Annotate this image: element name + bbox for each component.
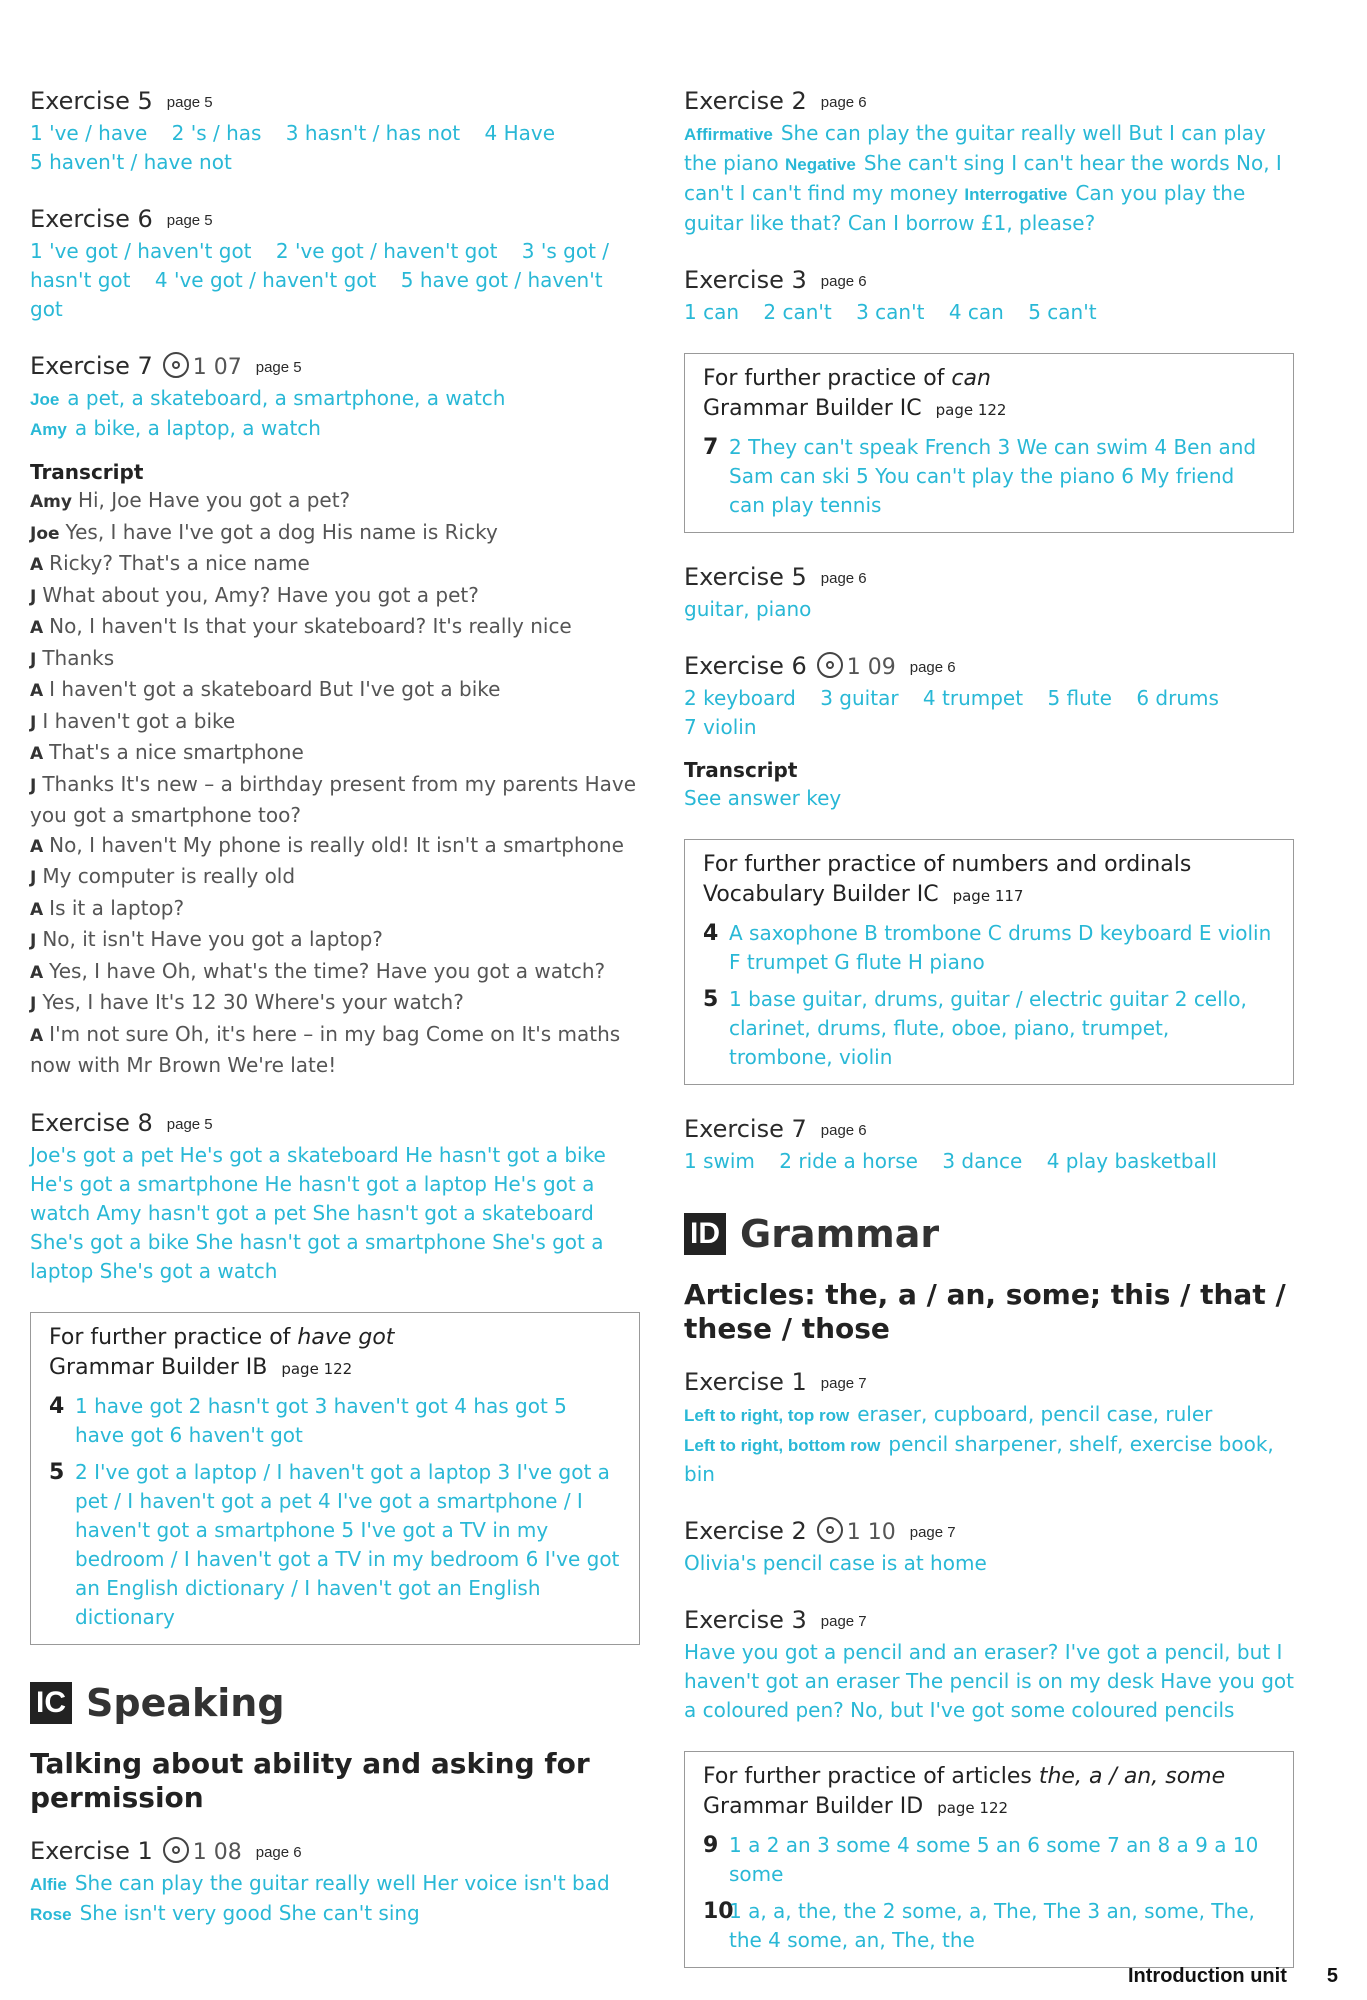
exercise-5-right [684,561,1294,624]
answer-label: Rose [30,1904,72,1924]
answer-item: 1 swim [684,1149,755,1173]
answer-text: pencil sharpener, shelf, exercise book, bin [684,1432,1274,1486]
exercise-title: Exercise 6 [30,205,153,233]
section-header-speaking [30,1681,640,1725]
answer-item: 7 violin [684,715,757,739]
further-practice-box-articles [684,1751,1294,1968]
speaker: A [30,744,44,764]
answer-label: Negative [784,155,856,174]
section-subtitle: Articles: the, a / an, some; this / that / these / those [684,1278,1286,1345]
box-title: For further practice of [703,366,952,391]
exercise-6-right [684,650,1294,813]
line-text: Yes, I have Oh, what's the time? Have you got a watch? [49,958,606,983]
speaker: J [30,775,37,796]
box-title-emphasis: the, a / an, some [1038,1764,1226,1789]
exercise-6-left [30,203,640,324]
answer-text: eraser, cupboard, pencil case, ruler [857,1402,1213,1426]
exercise-8-left [30,1107,640,1286]
task-answers: 1 base guitar, drums, guitar / electric guitar 2 cello, clarinet, drums, flute, oboe, piano, trumpet, trombone, violin [729,987,1247,1069]
page-ref: page 7 [820,1613,867,1630]
answer-item: 4 play basketball [1046,1149,1217,1173]
section-header-grammar [684,1212,1294,1256]
answers [684,119,1294,238]
task-number: 5 [49,1459,65,1485]
task-number: 10 [703,1899,734,1924]
speaker: A [30,618,44,638]
answers [30,1869,640,1929]
section-badge: IC [30,1682,72,1724]
answer-text: Olivia's pencil case is at home [684,1551,987,1575]
audio-cd-icon [163,352,189,378]
transcript-line [30,675,640,707]
transcript-line [30,988,640,1020]
speaker: A [30,836,44,857]
exercise-title: Exercise 3 [684,1606,807,1634]
answer-text: a pet, a skateboard, a smartphone, a watch [67,386,506,410]
further-practice-box-have-got [30,1312,640,1645]
answer-label: Interrogative [964,185,1068,204]
grammar-exercise-2 [684,1515,1294,1578]
exercise-5-left [30,85,640,177]
speaker: J [30,931,37,951]
page-ref: page 5 [255,359,302,376]
speaker: Joe [30,523,60,544]
page-footer [1128,1965,1338,1988]
transcript-line [30,925,640,957]
page-ref: page 6 [820,94,867,111]
transcript-line [30,957,640,989]
page-ref: page 7 [820,1375,867,1392]
answer-text: She can play the guitar really well Her voice isn't bad [74,1870,610,1895]
task-number: 5 [703,987,719,1012]
speaker: A [30,899,44,920]
transcript-line [30,486,640,518]
speaker: A [30,962,44,983]
answer-label: Alfie [30,1874,67,1894]
box-subtitle: Grammar Builder ID [703,1794,924,1819]
transcript [30,486,640,1081]
answer-item: 4 trumpet [922,686,1024,710]
answer-item: 5 haven't / have not [30,150,232,174]
line-text: I haven't got a skateboard But I've got a bike [49,677,501,701]
answer-item: 4 can [948,300,1004,324]
task-answers: 1 have got 2 hasn't got 3 haven't got 4 has got 5 have got 6 haven't got [75,1393,567,1447]
exercise-1-speaking [30,1835,640,1929]
answer-text: She can play the guitar really well But I can play the piano [684,121,1266,175]
box-subtitle: Grammar Builder IC [703,396,922,421]
task-number: 4 [703,921,719,946]
answer-item: 1 can [684,300,740,324]
answer-item: 5 can't [1028,300,1097,324]
task-number: 9 [703,1833,719,1858]
answer-item: 5 flute [1047,686,1112,710]
transcript-line [30,518,640,550]
audio-cd-icon [817,1517,843,1543]
line-text: What about you, Amy? Have you got a pet? [42,582,479,607]
answer-label: Left to right, top row [684,1406,850,1425]
exercise-title: Exercise 1 [684,1368,807,1396]
section-subtitle: Talking about ability and asking for permission [30,1746,590,1814]
audio-cd-icon [163,1837,189,1863]
line-text: No, it isn't Have you got a laptop? [42,927,383,951]
task-answers: 1 a, a, the, the 2 some, a, The, The 3 an, some, The, the 4 some, an, The, the [729,1899,1255,1952]
speaker: A [30,681,44,701]
exercise-title: Exercise 1 [30,1836,153,1865]
exercise-title: Exercise 8 [30,1108,153,1137]
answer-text: She can't sing I can't hear the words No, I can't I can't find my money [684,151,1282,205]
page-ref: page 6 [255,1843,302,1861]
line-text: Is it a laptop? [49,895,185,920]
exercise-3-right [684,264,1294,327]
task-number: 4 [49,1393,65,1419]
audio-track: 1 07 [192,355,242,380]
grammar-exercise-1 [684,1366,1294,1489]
line-text: That's a nice smartphone [49,740,304,764]
answer-text: Have you got a pencil and an eraser? I've got a pencil, but I haven't got an eraser The pencil is on my desk Have you got a coloured pen? No, but I've got some coloured pencils [684,1640,1294,1722]
exercise-title: Exercise 2 [684,1517,807,1545]
answer-item: 5 have got / haven't got [30,268,603,321]
page-ref: page 7 [909,1524,956,1541]
answers [30,119,640,177]
page-ref: page 5 [166,94,213,111]
page-number: 5 [1326,1965,1338,1987]
transcript-line [30,1020,640,1081]
exercise-title: Exercise 5 [30,87,153,115]
section-title: Speaking [86,1680,285,1725]
answers [684,1147,1294,1176]
box-title-emphasis: have got [297,1324,395,1350]
transcript-line [30,894,640,926]
transcript-line [30,770,640,831]
transcript-line [30,707,640,739]
transcript-line [30,738,640,770]
speaker: J [30,994,37,1014]
exercise-2-right [684,85,1294,238]
unit-title: Introduction unit [1128,1965,1287,1987]
answer-text: a bike, a laptop, a watch [74,416,321,440]
box-title-emphasis: can [951,366,991,391]
answer-item: 6 drums [1136,686,1219,710]
line-text: My computer is really old [42,864,296,888]
line-text: No, I haven't Is that your skateboard? It's really nice [49,614,572,638]
answer-text: Can you play the guitar like that? Can I borrow £1, please? [684,181,1246,235]
task-number: 7 [703,435,719,460]
box-subtitle: Grammar Builder IB [49,1354,268,1380]
further-practice-box-can [684,353,1294,533]
speaker: A [30,555,44,575]
answer-item: 2 've got / haven't got [275,239,498,263]
transcript-heading: Transcript [684,758,798,782]
answer-item: 2 keyboard [684,686,796,710]
answer-item: 4 've got / haven't got [154,268,377,292]
page-ref: page 122 [935,401,1007,419]
answer-label: Left to right, bottom row [684,1436,881,1455]
transcript-line [30,581,640,613]
exercise-title: Exercise 6 [684,652,807,680]
speaker: J [30,649,37,670]
answer-item: 3 hasn't / has not [285,121,461,145]
page-ref: page 6 [820,570,867,587]
exercise-7-right [684,1113,1294,1176]
audio-track: 1 09 [846,655,896,680]
box-subtitle: Vocabulary Builder IC [703,882,939,907]
audio-cd-icon [817,652,843,678]
page-ref: page 122 [937,1799,1009,1817]
transcript-line [30,831,640,863]
answer-text: She isn't very good She can't sing [79,1900,420,1925]
task-answers: 2 They can't speak French 3 We can swim 4 Ben and Sam can ski 5 You can't play the piano 6 My friend can play tennis [729,435,1257,517]
line-text: I haven't got a bike [42,708,236,733]
answer-text: Joe's got a pet He's got a skateboard He hasn't got a bike He's got a smartphone He hasn't got a laptop He's got a watch Amy hasn't got a pet She hasn't got a skateboard She's got a bike She hasn't got a smartphone She's got a laptop She's got a watch [30,1142,606,1283]
answer-item: 2 can't [763,300,832,324]
line-text: Ricky? That's a nice name [49,551,310,575]
transcript-text: See answer key [684,786,842,810]
page-ref: page 117 [952,887,1024,905]
transcript-line [30,644,640,676]
speaker: A [30,1025,44,1046]
answer-label: Joe [30,390,60,409]
audio-track: 1 10 [846,1520,896,1545]
exercise-title: Exercise 2 [684,87,807,115]
line-text: Thanks [42,645,115,670]
speaker: J [30,712,37,733]
line-text: Hi, Joe Have you got a pet? [77,488,351,512]
answer-item: 3 's got / hasn't got [30,239,610,292]
exercise-7-left [30,350,640,1081]
exercise-title: Exercise 5 [684,563,807,591]
task-answers: 2 I've got a laptop / I haven't got a laptop 3 I've got a pet / I haven't got a pet 4 I've got a smartphone / I haven't got a smartphone 5 I've got a TV in my bedroom / I haven't got a TV in my bedroom 6 I've got an English dictionary / I haven't got an English dictionary [75,1459,620,1629]
section-title: Grammar [740,1212,940,1256]
task-answers: 1 a 2 an 3 some 4 some 5 an 6 some 7 an 8 a 9 a 10 some [729,1833,1259,1886]
speaker: J [30,586,37,607]
section-badge: ID [684,1213,726,1255]
right-column [684,85,1294,1996]
line-text: No, I haven't My phone is really old! It isn't a smartphone [49,832,624,857]
transcript-line [30,862,640,894]
box-title: For further practice of articles [703,1764,1039,1789]
audio-track: 1 08 [192,1839,242,1865]
answer-label: Affirmative [684,125,773,144]
left-column [30,85,640,1955]
answers [684,298,1294,327]
speaker: Amy [30,492,72,512]
line-text: Yes, I have I've got a dog His name is Ricky [65,519,498,544]
line-text: Yes, I have It's 12 30 Where's your watch? [42,990,464,1014]
answer-text: guitar, piano [684,597,812,621]
answer-item: 1 've got / haven't got [30,239,252,263]
page-ref: page 5 [166,1115,213,1133]
box-title: For further practice of [49,1324,298,1350]
line-text: Thanks It's new – a birthday present from my parents Have you got a smartphone too? [30,771,637,827]
box-title: For further practice of numbers and ordinals [703,852,1192,877]
answers [684,684,1294,742]
answers [30,237,640,324]
answers [684,1400,1294,1489]
line-text: I'm not sure Oh, it's here – in my bag Come on It's maths now with Mr Brown We're late! [30,1021,621,1077]
answer-item: 2 's / has [171,121,262,145]
exercise-title: Exercise 7 [30,352,153,380]
page-ref: page 122 [281,1359,353,1378]
answers [30,384,640,444]
answer-item: 2 ride a horse [779,1149,918,1173]
page-ref: page 6 [820,273,867,290]
answer-item: 1 've / have [30,121,148,145]
answer-item: 4 Have [484,121,556,145]
exercise-title: Exercise 7 [684,1115,807,1143]
exercise-title: Exercise 3 [684,266,807,294]
answer-item: 3 dance [942,1149,1023,1173]
page-ref: page 6 [820,1122,867,1139]
grammar-exercise-3 [684,1604,1294,1725]
answer-item: 3 can't [856,300,925,324]
answer-item: 3 guitar [820,686,899,710]
task-answers: A saxophone B trombone C drums D keyboard E violin F trumpet G flute H piano [729,921,1272,974]
page-ref: page 6 [909,659,956,676]
transcript-line [30,612,640,644]
page-ref: page 5 [166,212,213,229]
transcript-line [30,549,640,581]
answer-label: Amy [30,420,67,439]
transcript-heading: Transcript [30,460,144,484]
further-practice-box-numbers [684,839,1294,1085]
speaker: J [30,868,37,888]
